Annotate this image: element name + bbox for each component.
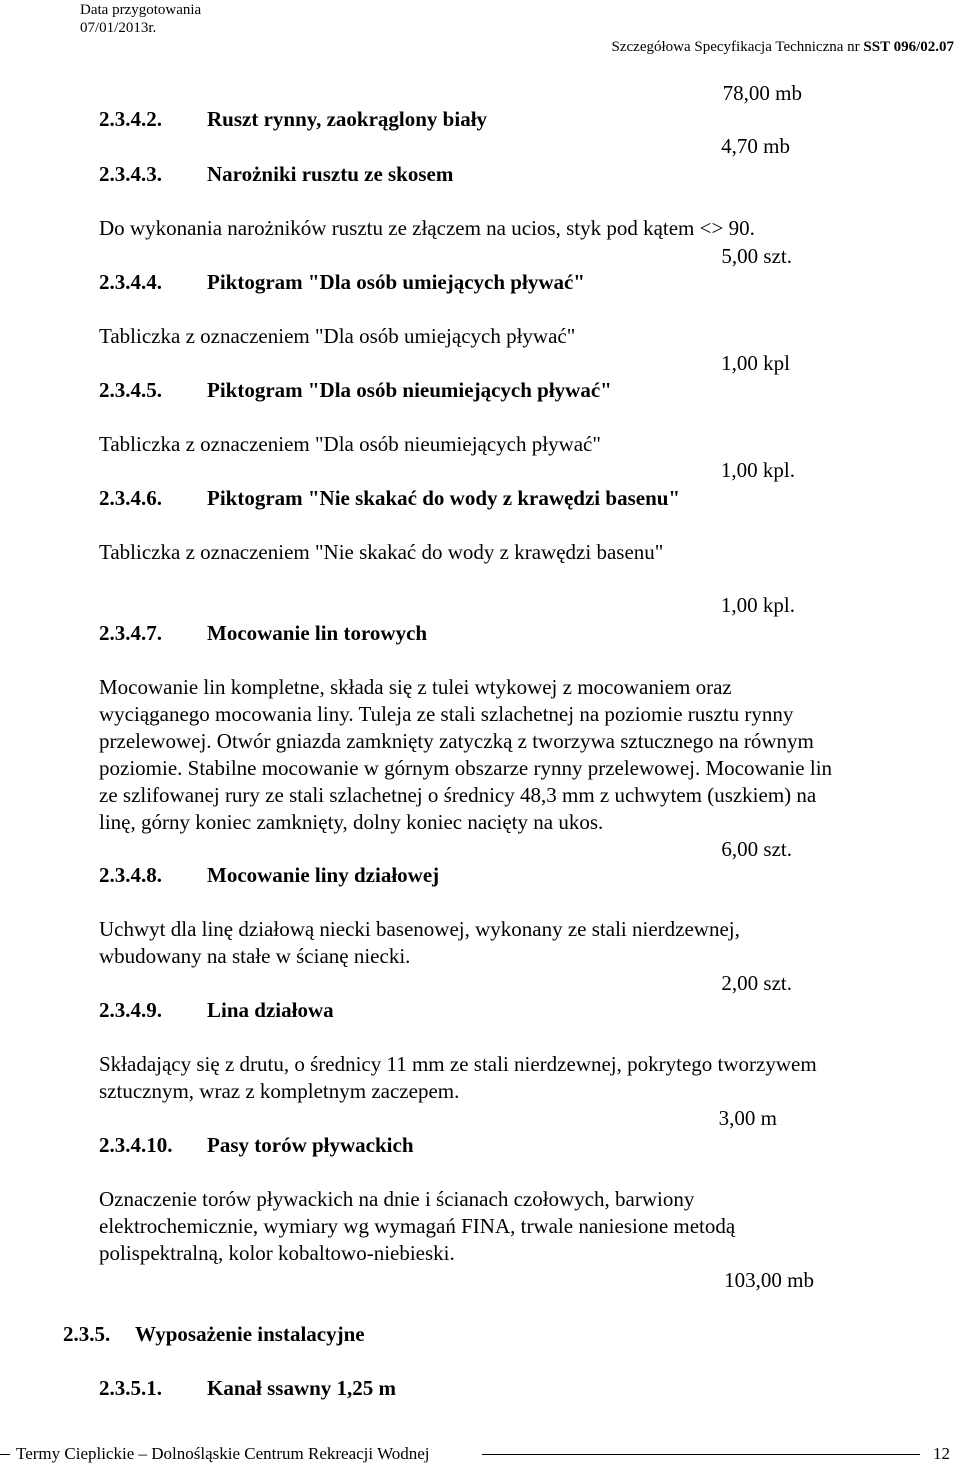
item-title: Ruszt rynny, zaokrąglony biały: [207, 107, 488, 131]
section-title: Wyposażenie instalacyjne: [135, 1322, 365, 1346]
qty-total: 103,00 mb: [724, 1268, 814, 1292]
item-title: Kanał ssawny 1,25 m: [207, 1376, 397, 1400]
spec-number: SST 096/02.07: [863, 39, 954, 55]
item-title: Lina działowa: [207, 998, 334, 1022]
item-description: Tabliczka z oznaczeniem "Dla osób nieumiejących pływać": [99, 432, 601, 456]
item-description: Tabliczka z oznaczeniem "Dla osób umiejących pływać": [99, 324, 576, 348]
footer-rule-left: [0, 1454, 10, 1455]
item-number: 2.3.4.2.: [99, 107, 162, 131]
item-number: 2.3.4.10.: [99, 1133, 173, 1157]
item-number: 2.3.4.3.: [99, 162, 162, 186]
item-number: 2.3.4.4.: [99, 270, 162, 294]
item-title: Piktogram "Dla osób umiejących pływać": [207, 270, 585, 294]
section-number: 2.3.5.: [63, 1322, 111, 1346]
prep-date-value: 07/01/2013r.: [80, 20, 157, 36]
item-title: Mocowanie liny działowej: [207, 863, 440, 887]
description-line: sztucznym, wraz z kompletnym zaczepem.: [99, 1079, 460, 1103]
qty-2345: 1,00 kpl: [721, 351, 790, 375]
qty-2342: 78,00 mb: [722, 81, 802, 105]
qty-2344: 5,00 szt.: [721, 244, 792, 268]
item-number: 2.3.4.6.: [99, 486, 162, 510]
qty-2347: 1,00 kpl.: [720, 593, 795, 617]
description-line: Składający się z drutu, o średnicy 11 mm ze stali nierdzewnej, pokrytego tworzywem: [99, 1052, 817, 1076]
description-line: elektrochemicznie, wymiary wg wymagań FINA, trwale naniesione metodą: [99, 1214, 736, 1238]
item-number: 2.3.4.9.: [99, 998, 162, 1022]
description-line: Mocowanie lin kompletne, składa się z tulei wtykowej z mocowaniem oraz: [99, 675, 732, 699]
spec-prefix: Szczegółowa Specyfikacja Techniczna nr: [611, 39, 864, 55]
qty-2343: 4,70 mb: [721, 134, 790, 158]
description-line: poziomie. Stabilne mocowanie w górnym obszarze rynny przelewowej. Mocowanie lin: [99, 756, 833, 780]
qty-2349: 2,00 szt.: [721, 971, 792, 995]
item-title: Piktogram "Nie skakać do wody z krawędzi basenu": [207, 486, 681, 510]
item-description: Do wykonania narożników rusztu ze złączem na ucios, styk pod kątem <> 90.: [99, 216, 755, 240]
item-title: Piktogram "Dla osób nieumiejących pływać": [207, 378, 612, 402]
qty-2348: 6,00 szt.: [721, 837, 792, 861]
item-number: 2.3.5.1.: [99, 1376, 162, 1400]
qty-23410: 3,00 m: [718, 1106, 777, 1130]
item-number: 2.3.4.8.: [99, 863, 162, 887]
footer-rule-right: [482, 1454, 920, 1455]
footer-text: Termy Cieplickie – Dolnośląskie Centrum Rekreacji Wodnej: [16, 1444, 430, 1463]
prep-date-label: Data przygotowania: [80, 2, 202, 18]
description-line: Uchwyt dla linę działową niecki basenowej, wykonany ze stali nierdzewnej,: [99, 917, 740, 941]
item-title: Pasy torów pływackich: [207, 1133, 414, 1157]
description-line: wyciąganego mocowania liny. Tuleja ze stali szlachetnej na poziomie rusztu rynny: [99, 702, 794, 726]
description-line: Oznaczenie torów pływackich na dnie i ścianach czołowych, barwiony: [99, 1187, 695, 1211]
qty-2346: 1,00 kpl.: [720, 458, 795, 482]
item-title: Mocowanie lin torowych: [207, 621, 428, 645]
description-line: polispektralną, kolor kobaltowo-niebieski.: [99, 1241, 455, 1265]
item-number: 2.3.4.7.: [99, 621, 162, 645]
item-title: Narożniki rusztu ze skosem: [207, 162, 454, 186]
description-line: ze szlifowanej rury ze stali szlachetnej o średnicy 48,3 mm z uchwytem (uszkiem) na: [99, 783, 817, 807]
page-number: 12: [933, 1444, 950, 1463]
description-line: linę, górny koniec zamknięty, dolny koniec nacięty na ukos.: [99, 810, 604, 834]
item-number: 2.3.4.5.: [99, 378, 162, 402]
item-description: Tabliczka z oznaczeniem "Nie skakać do wody z krawędzi basenu": [99, 540, 664, 564]
description-line: wbudowany na stałe w ścianę niecki.: [99, 944, 411, 968]
description-line: przelewowej. Otwór gniazda zamknięty zatyczką z tworzywa sztucznego na równym: [99, 729, 814, 753]
spec-header: [612, 39, 954, 56]
